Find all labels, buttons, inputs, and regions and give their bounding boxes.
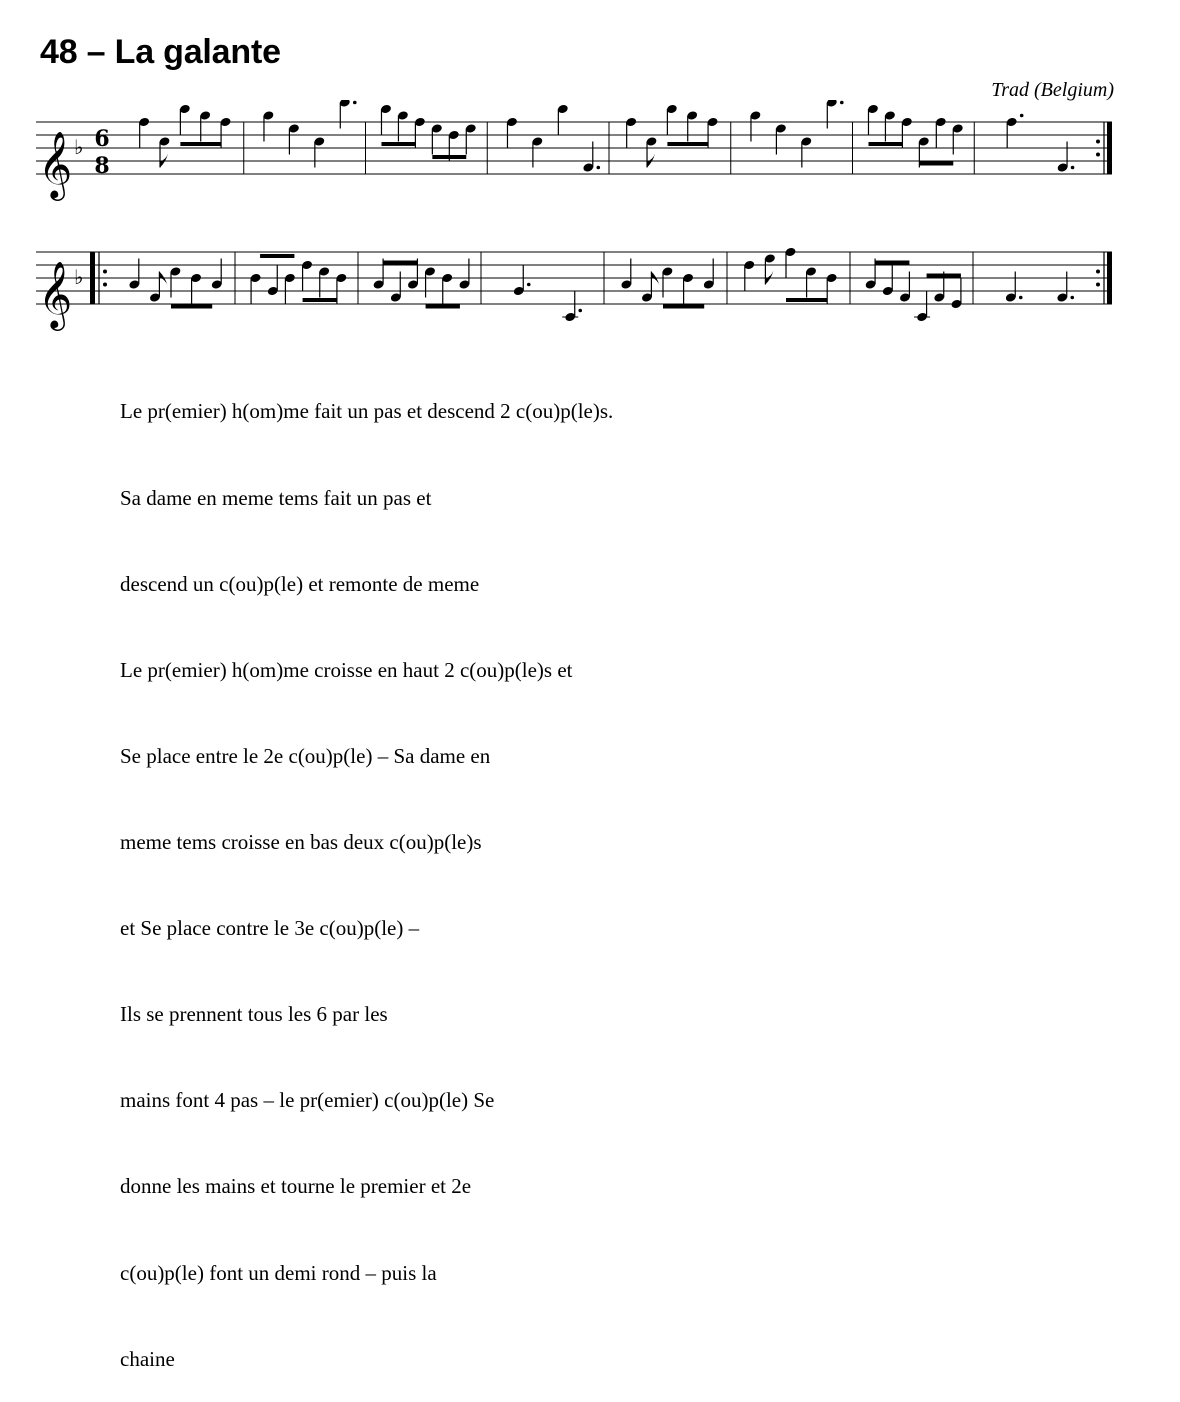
eighth-beam	[171, 305, 212, 309]
eighth-beam	[381, 142, 415, 146]
repeat-dot	[1096, 270, 1100, 274]
eighth-beam	[432, 155, 466, 159]
instruction-line: descend un c(ou)p(le) et remonte de meme	[120, 571, 480, 596]
eighth-beam	[919, 162, 953, 166]
eighth-beam	[180, 142, 221, 146]
treble-clef-icon: 𝄞	[38, 260, 73, 328]
repeat-dot	[103, 283, 107, 287]
augmentation-dot	[1071, 166, 1075, 170]
eighth-beam	[868, 142, 902, 146]
repeat-end-thick-bar	[1107, 122, 1112, 174]
repeat-start-thick-bar	[90, 252, 95, 304]
page-title: 48 – La galante	[40, 33, 281, 71]
repeat-dot	[1096, 283, 1100, 287]
flat-key-signature-icon: ♭	[74, 135, 84, 159]
instruction-line: chaine	[120, 1346, 175, 1371]
eighth-beam	[875, 261, 909, 265]
instruction-line: Ils se prennent tous les 6 par les	[120, 1002, 388, 1027]
instruction-line: meme tems croisse en bas deux c(ou)p(le)s	[120, 829, 482, 854]
augmentation-dot	[578, 309, 582, 313]
composer-credit: Trad (Belgium)	[991, 79, 1114, 101]
augmentation-dot	[840, 101, 844, 105]
instruction-line: et Se place contre le 3e c(ou)p(le) –	[120, 916, 420, 941]
eighth-beam	[663, 305, 704, 309]
repeat-dot	[1096, 140, 1100, 144]
instruction-line: Le pr(emier) h(om)me croisse en haut 2 c(ou)p(le)s et	[120, 657, 573, 682]
music-staff-2	[0, 230, 1180, 340]
eighth-beam	[667, 142, 708, 146]
dance-instructions	[120, 340, 613, 1402]
eighth-beam	[260, 254, 294, 258]
instruction-line: Se place entre le 2e c(ou)p(le) – Sa dame en	[120, 743, 491, 768]
flat-key-signature-icon: ♭	[74, 265, 84, 289]
augmentation-dot	[527, 283, 531, 287]
augmentation-dot	[353, 101, 357, 105]
eighth-beam	[303, 298, 337, 302]
augmentation-dot	[1070, 296, 1074, 300]
repeat-end-thick-bar	[1107, 252, 1112, 304]
instruction-line: mains font 4 pas – le pr(emier) c(ou)p(le) Se	[120, 1088, 495, 1113]
augmentation-dot	[596, 166, 600, 170]
eighth-beam	[786, 298, 827, 302]
eighth-beam	[927, 274, 961, 278]
treble-clef-icon: 𝄞	[38, 130, 73, 198]
instruction-line: Le pr(emier) h(om)me fait un pas et descend 2 c(ou)p(le)s.	[120, 399, 614, 424]
eighth-beam	[383, 261, 417, 265]
augmentation-dot	[1019, 296, 1023, 300]
time-signature-denominator: 8	[94, 153, 110, 179]
augmentation-dot	[1020, 114, 1024, 118]
time-signature-numerator: 6	[94, 126, 110, 152]
instruction-line: Sa dame en meme tems fait un pas et	[120, 485, 432, 510]
repeat-dot	[1096, 153, 1100, 157]
eighth-beam	[426, 305, 460, 309]
instruction-line: donne les mains et tourne le premier et 2e	[120, 1174, 472, 1199]
repeat-dot	[103, 270, 107, 274]
music-staff-1	[0, 100, 1180, 210]
instruction-line: c(ou)p(le) font un demi rond – puis la	[120, 1260, 437, 1285]
